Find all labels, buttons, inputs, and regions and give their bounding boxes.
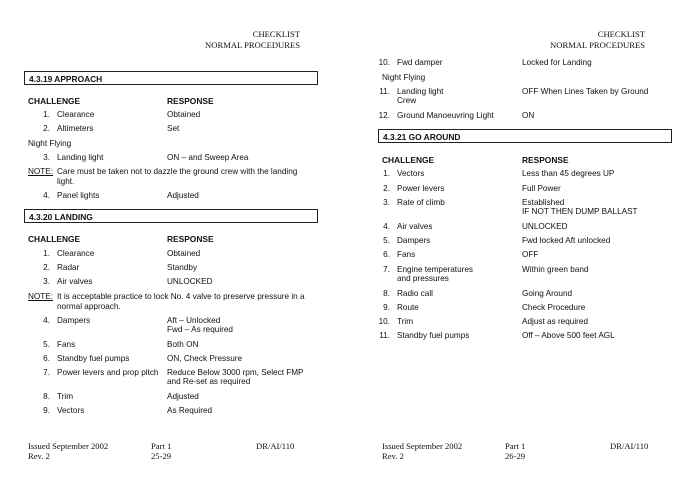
page-header [205, 29, 300, 50]
item-response: Adjust as required [522, 317, 588, 326]
item-challenge: Route [397, 303, 419, 312]
item-challenge: Vectors [397, 169, 425, 178]
item-challenge: Ground Manoeuvring Light [397, 111, 494, 120]
note-text: Care must be taken not to dazzle the ground crew with the landing [57, 167, 298, 176]
header-subtitle: NORMAL PROCEDURES [205, 39, 300, 50]
right-page [345, 0, 690, 487]
footer-rev: Rev. 2 [382, 451, 404, 461]
item-challenge: Dampers [397, 236, 431, 245]
item-response: Full Power [522, 184, 561, 193]
item-response: Within green band [522, 265, 589, 274]
item-number: 1. [383, 169, 390, 178]
header-subtitle: NORMAL PROCEDURES [550, 39, 645, 50]
item-number: 8. [383, 289, 390, 298]
subheading-night-flying: Night Flying [28, 139, 72, 148]
item-response: ON [522, 111, 535, 120]
item-number: 4. [383, 222, 390, 231]
item-number: 7. [43, 368, 50, 377]
item-challenge: Clearance [57, 249, 95, 258]
item-response: ON – and Sweep Area [167, 153, 249, 162]
item-number: 2. [43, 263, 50, 272]
item-number: 12. [378, 111, 390, 120]
note-text-cont: normal approach. [57, 302, 121, 311]
footer-doc-ref: DR/AI/110 [610, 441, 649, 451]
item-challenge: Landing light [397, 87, 444, 96]
item-response: Obtained [167, 249, 201, 258]
item-number: 3. [43, 153, 50, 162]
item-response: Adjusted [167, 392, 199, 401]
footer-part: Part 1 [151, 441, 172, 451]
item-response: Going Around [522, 289, 573, 298]
item-response: OFF [522, 250, 539, 259]
footer-issued: Issued September 2002 [28, 441, 109, 451]
item-number: 9. [43, 406, 50, 415]
item-challenge: Fwd damper [397, 58, 443, 67]
item-challenge: Power levers [397, 184, 445, 193]
item-number: 10. [378, 317, 390, 326]
note-label: NOTE: [28, 167, 54, 176]
item-response: Reduce Below 3000 rpm, Select FMP [167, 368, 304, 377]
item-number: 4. [43, 191, 50, 200]
item-number: 11. [379, 87, 390, 96]
footer-part: Part 1 [505, 441, 526, 451]
item-challenge: Panel lights [57, 191, 100, 200]
item-number: 4. [43, 316, 50, 325]
item-number: 9. [383, 303, 390, 312]
col-header-response: RESPONSE [522, 155, 569, 165]
item-challenge: Vectors [57, 406, 85, 415]
note-text-cont: light. [57, 177, 75, 186]
footer-rev: Rev. 2 [28, 451, 50, 461]
item-challenge: Trim [397, 317, 414, 326]
item-challenge: Altimeters [57, 124, 94, 133]
item-response: Locked for Landing [522, 58, 592, 67]
item-response: Aft – Unlocked [167, 316, 221, 325]
item-number: 3. [43, 277, 50, 286]
item-challenge: Landing light [57, 153, 104, 162]
item-challenge: Fans [57, 340, 76, 349]
item-number: 10. [378, 58, 390, 67]
item-number: 1. [43, 110, 50, 119]
item-number: 8. [43, 392, 50, 401]
item-response: As Required [167, 406, 213, 415]
item-challenge: Power levers and prop pitch [57, 368, 159, 377]
footer-issued: Issued September 2002 [382, 441, 463, 451]
section-title-approach: 4.3.19 APPROACH [24, 71, 318, 85]
col-header-challenge: CHALLENGE [28, 234, 81, 244]
item-response: UNLOCKED [167, 277, 213, 286]
item-response: Fwd locked Aft unlocked [522, 236, 611, 245]
note-text: It is acceptable practice to lock No. 4 valve to preserve pressure in a [57, 292, 305, 301]
item-number: 5. [383, 236, 390, 245]
item-number: 1. [43, 249, 50, 258]
item-challenge: Radio call [397, 289, 433, 298]
item-number: 5. [43, 340, 50, 349]
item-challenge: Air valves [397, 222, 433, 231]
section-title-go-around: 4.3.21 GO AROUND [378, 129, 672, 143]
item-challenge: Fans [397, 250, 416, 259]
page-header [550, 29, 645, 50]
item-response-cont: Fwd – As required [167, 325, 233, 334]
item-challenge: Engine temperatures [397, 265, 474, 274]
item-number: 2. [43, 124, 50, 133]
item-challenge: Standby fuel pumps [397, 331, 470, 340]
item-challenge: Dampers [57, 316, 91, 325]
item-challenge-cont: and pressures [397, 274, 449, 283]
item-number: 2. [383, 184, 390, 193]
item-challenge: Rate of climb [397, 198, 445, 207]
header-title: CHECKLIST [252, 29, 300, 39]
note-label: NOTE: [28, 292, 54, 301]
item-response: ON, Check Pressure [167, 354, 243, 363]
item-response: Established [522, 198, 565, 207]
item-response: Standby [167, 263, 198, 272]
col-header-challenge: CHALLENGE [382, 155, 435, 165]
item-response: Off – Above 500 feet AGL [522, 331, 615, 340]
item-number: 3. [383, 198, 390, 207]
col-header-challenge: CHALLENGE [28, 96, 81, 106]
item-number: 11. [379, 331, 390, 340]
section-title-landing: 4.3.20 LANDING [24, 209, 318, 223]
footer-page-number: 25-29 [151, 451, 172, 461]
item-response-cont: and Re-set as required [167, 377, 251, 386]
item-response: OFF When Lines Taken by Ground [522, 87, 649, 96]
item-response: Check Procedure [522, 303, 586, 312]
item-challenge: Radar [57, 263, 80, 272]
subheading-night-flying: Night Flying [382, 73, 426, 82]
item-number: 6. [383, 250, 390, 259]
header-title: CHECKLIST [597, 29, 645, 39]
item-challenge: Clearance [57, 110, 95, 119]
footer-page-number: 26-29 [505, 451, 526, 461]
col-header-response: RESPONSE [167, 96, 214, 106]
item-response: Both ON [167, 340, 199, 349]
item-challenge: Standby fuel pumps [57, 354, 130, 363]
item-number: 6. [43, 354, 50, 363]
item-challenge-cont: Crew [397, 96, 417, 105]
item-challenge: Trim [57, 392, 74, 401]
col-header-response: RESPONSE [167, 234, 214, 244]
footer-doc-ref: DR/AI/110 [256, 441, 295, 451]
item-response: UNLOCKED [522, 222, 568, 231]
item-response: Adjusted [167, 191, 199, 200]
item-response: Obtained [167, 110, 201, 119]
item-response: Less than 45 degrees UP [522, 169, 615, 178]
item-response: Set [167, 124, 180, 133]
item-number: 7. [383, 265, 390, 274]
item-response-cont: IF NOT THEN DUMP BALLAST [522, 207, 638, 216]
item-challenge: Air valves [57, 277, 93, 286]
